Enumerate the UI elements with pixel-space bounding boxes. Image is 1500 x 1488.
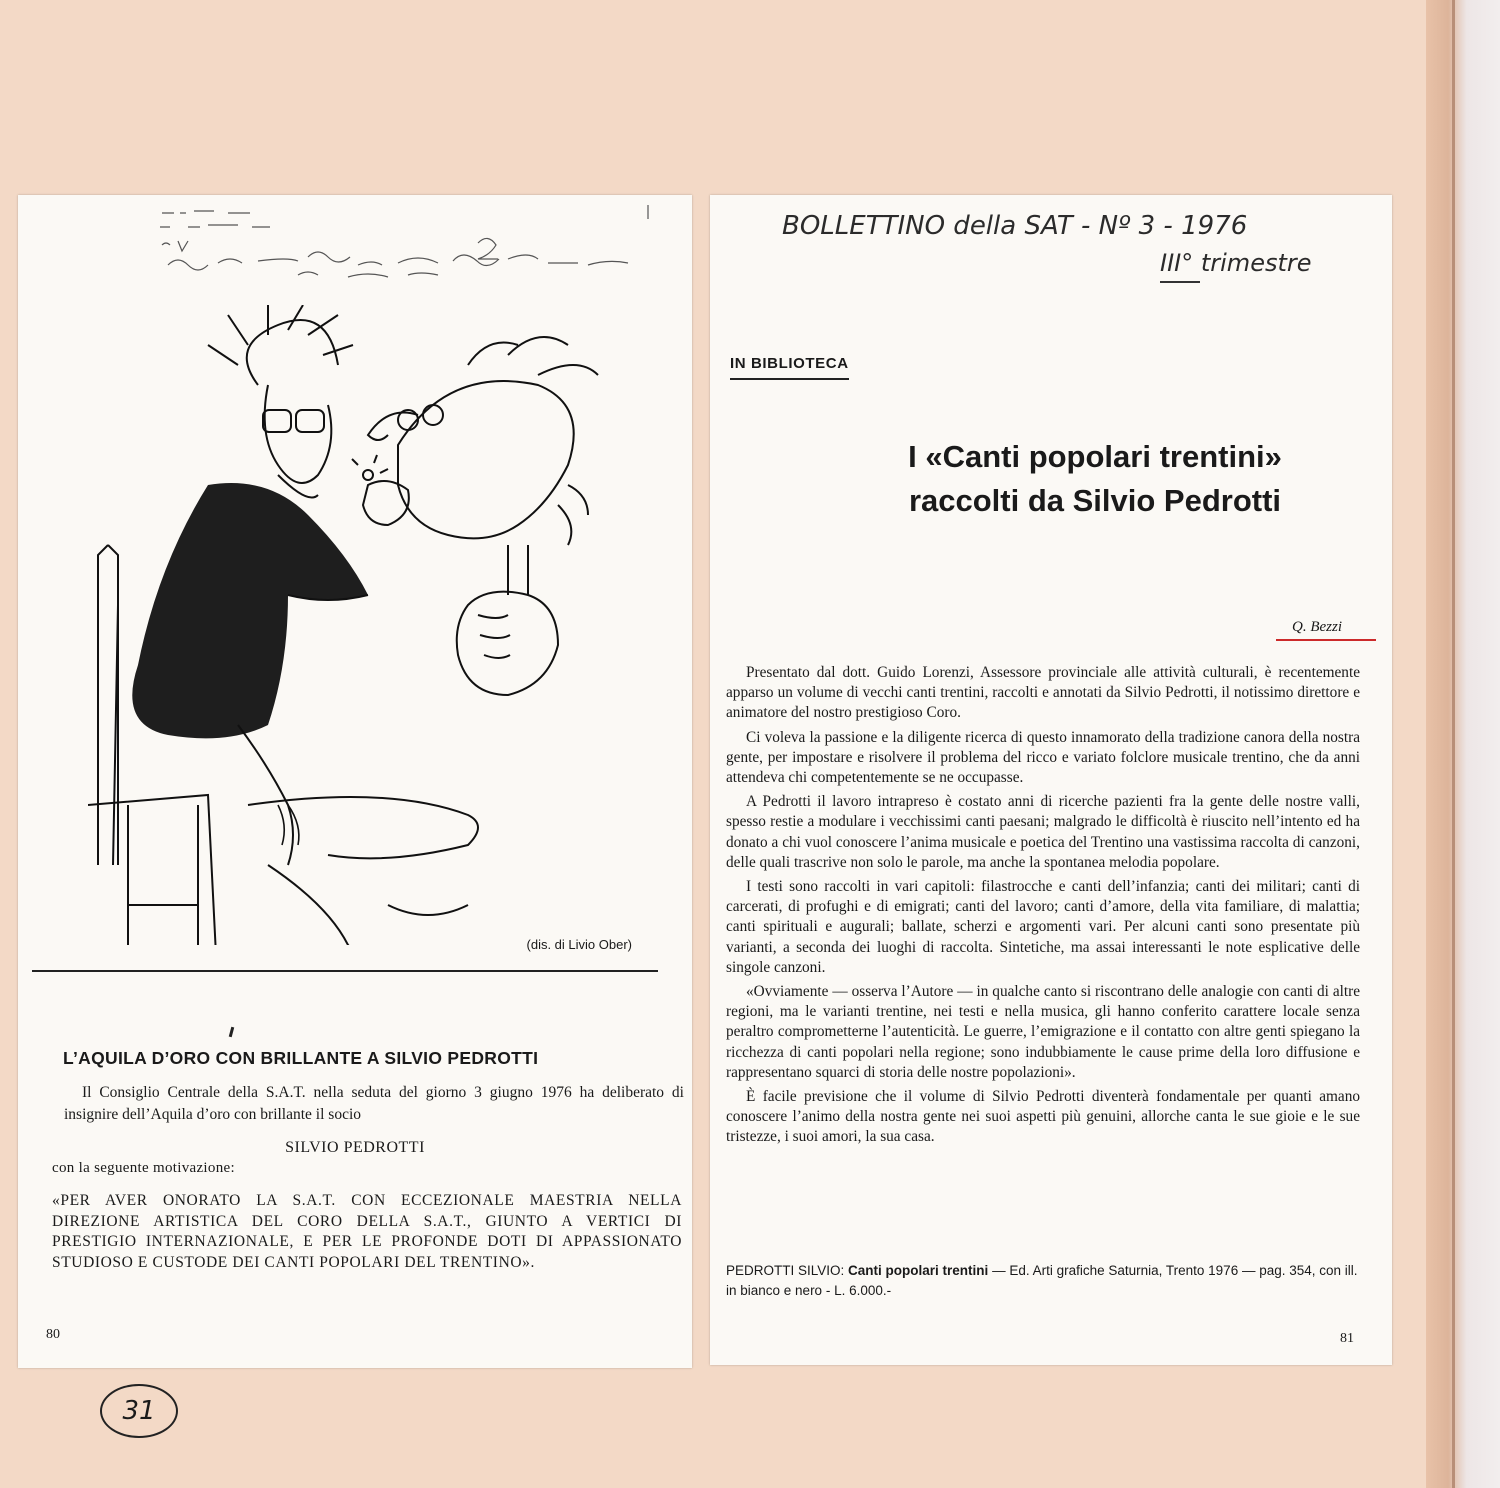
- album-binding-edge: [1426, 0, 1500, 1488]
- body-paragraph: «Ovviamente — osserva l’Autore — in qualche canto si riscontrano delle analogie con canti di altre regioni, ma le varianti trentine, nei testi e nella musica, gli hanno conferito carattere locale senza peraltro comprometterne l’autenticità. Le guerre, l’emigrazione e il contatto con altre genti spiegano la ricchezza di canti popolari nella regione; sono indubbiamente le cause prime della loro diffusione e rappresentano squarci di storia delle nostre popolazioni».: [726, 983, 1360, 1081]
- bibliographic-reference: [726, 1261, 1360, 1301]
- motivation-intro: con la seguente motivazione:: [52, 1160, 235, 1176]
- article-author: Q. Bezzi: [1292, 619, 1342, 635]
- handwritten-scribble: [148, 205, 668, 295]
- body-paragraph: È facile previsione che il volume di Silvio Pedrotti diventerà fondamentale per quanti amano conoscere l’animo della nostra gente nei suoi aspetti più genuini, allorche canta le sue gioie e le sue tristezze, i suoi amori, la sua casa.: [726, 1088, 1360, 1146]
- album-binding-line: [1452, 0, 1455, 1488]
- biblio-author: PEDROTTI SILVIO:: [726, 1263, 845, 1278]
- pen-mark: [229, 1027, 234, 1037]
- award-heading: L’AQUILA D’ORO CON BRILLANTE A SILVIO PEDROTTI: [63, 1048, 539, 1068]
- biblio-details: — Ed. Arti grafiche Saturnia, Trento 1976 — pag. 354, con ill. in bianco e nero - L. 6.000.-: [726, 1263, 1358, 1298]
- biblio-title: Canti popolari trentini: [848, 1263, 989, 1278]
- page-number-right: 81: [1340, 1331, 1354, 1346]
- body-paragraph: A Pedrotti il lavoro intrapreso è costato anni di ricerche pazienti fra la gente delle nostre valli, spesso restie a modulare i vecchissimi canti paesani; malgrado le difficoltà è riuscito nell’intento ed ha donato a chi vuol conoscere l’anima musicale e poetica del Trentino una vastissima raccolta di canzoni, delle quali trascrive non solo le parole, ma anche la spontanea melodia popolare.: [726, 793, 1360, 871]
- handwritten-underline: [1160, 281, 1200, 283]
- award-paragraph: Il Consiglio Centrale della S.A.T. nella seduta del giorno 3 giugno 1976 ha deliberato di insignire dell’Aquila d’oro con brillante il socio: [64, 1084, 684, 1123]
- section-label: IN BIBLIOTECA: [730, 355, 849, 380]
- divider-rule: [32, 970, 658, 972]
- illustration-credit: (dis. di Livio Ober): [526, 937, 632, 952]
- handwritten-source-note: BOLLETTINO della SAT - Nº 3 - 1976: [782, 211, 1248, 241]
- album-page-number: 31: [100, 1384, 178, 1438]
- article-title: [710, 435, 1480, 523]
- body-paragraph: I testi sono raccolti in vari capitoli: filastrocche e canti dell’infanzia; canti dei militari; canti di carcerati, di profughi e di emigrati; canti del lavoro; canti d’amore, della vita familiare, di malattia; canti spirituali e augurali; ballate, scherzi e argomenti vari. Per alcuni canti sono presentate più varianti, a seconda dei luoghi di raccolta. Sintetiche, ma assai interessanti le note esplicative delle singole canzoni.: [726, 878, 1360, 976]
- article-body: [726, 663, 1360, 1152]
- right-clipping: [710, 195, 1392, 1365]
- left-clipping: [18, 195, 692, 1368]
- awardee-name: SILVIO PEDROTTI: [285, 1139, 425, 1156]
- caricature-drawing: [88, 305, 648, 945]
- body-paragraph: Ci voleva la passione e la diligente ricerca di questo innamorato della tradizione canora della nostra gente, per impostare e risolvere il problema del ricco e variato folclore musicale trentino, che da anni attendeva chi competentemente se ne occupasse.: [726, 728, 1360, 787]
- author-red-underline: [1276, 639, 1376, 641]
- body-paragraph: Presentato dal dott. Guido Lorenzi, Assessore provinciale alle attività culturali, è recentemente apparso un volume di vecchi canti trentini, raccolti e annotati da Silvio Pedrotti, il notissimo direttore e animatore del nostro prestigioso Coro.: [726, 664, 1360, 722]
- article-title-line-2: raccolti da Silvio Pedrotti: [908, 483, 1282, 518]
- article-title-line-1: I «Canti popolari trentini»: [908, 439, 1282, 474]
- handwritten-quarter-note: III° trimestre: [1160, 249, 1312, 277]
- page-number-left: 80: [46, 1327, 60, 1342]
- motivation-quote: «PER AVER ONORATO LA S.A.T. CON ECCEZIONALE MAESTRIA NELLA DIREZIONE ARTISTICA DEL CORO DELLA S.A.T., GIUNTO A VERTICI DI PRESTIGIO INTERNAZIONALE, E PER LE PROFONDE DOTI DI APPASSIONATO STUDIOSO E CUSTODE DEI CANTI POPOLARI DEL TRENTINO».: [52, 1192, 682, 1271]
